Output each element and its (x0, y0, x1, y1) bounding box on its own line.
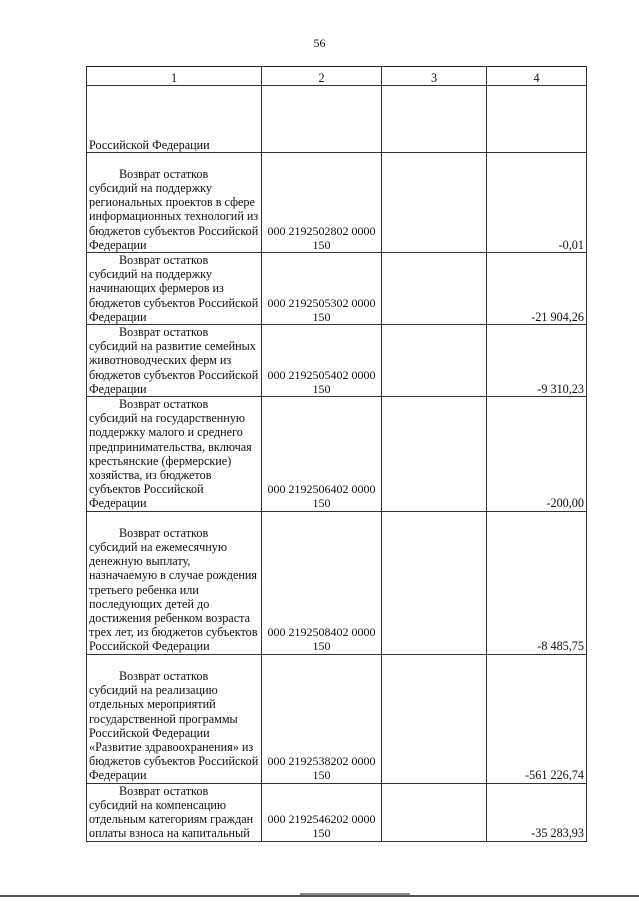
row-col3-cell (382, 783, 487, 841)
row-description: Российской Федерации (89, 137, 210, 152)
row-code-suffix: 150 (312, 826, 331, 841)
table-row (87, 253, 587, 325)
row-description: Возврат остатков субсидий на ежемесячную денежную выплату, назначаемую в случае рождения третьего ребенка или последующих детей до достижения ребенком возраста трех лет, из бюджетов субъектов Российской Федерации (89, 525, 258, 654)
row-amount: -561 226,74 (487, 654, 587, 783)
row-code: 000 2192538202 0000 (267, 754, 376, 769)
row-description: Возврат остатков субсидий на развитие семейных животноводческих ферм из бюджетов субъектов Российской Федерации (89, 325, 259, 396)
row-col3-cell (382, 511, 487, 654)
row-description: Возврат остатков субсидий на реализацию отдельных мероприятий государственной программы Российской Федерации «Развитие здравоохранения» из бюджетов субъектов Российской Федерации (89, 669, 259, 783)
row-description-cell (87, 86, 262, 153)
row-col3-cell (382, 86, 487, 153)
row-code-suffix: 150 (312, 309, 331, 324)
row-code: 000 2192506402 0000 (267, 482, 376, 497)
row-code-cell (262, 783, 382, 841)
row-code: 000 2192505302 0000 (267, 295, 376, 310)
row-description-cell (87, 511, 262, 654)
row-code-suffix: 150 (312, 639, 331, 654)
row-amount (487, 86, 587, 153)
row-description-cell (87, 783, 262, 841)
row-col3-cell (382, 654, 487, 783)
row-code: 000 2192502802 0000 (267, 223, 376, 238)
table-row (87, 325, 587, 397)
row-description: Возврат остатков субсидий на государственную поддержку малого и среднего предпринимательства, включая крестьянские (фермерские) хозяйства, из бюджетов субъектов Российской Федерации (89, 397, 252, 511)
column-header-2: 2 (262, 67, 382, 86)
row-code: 000 2192508402 0000 (267, 625, 376, 640)
table-row (87, 654, 587, 783)
row-code-suffix: 150 (312, 381, 331, 396)
row-code-suffix: 150 (312, 768, 331, 783)
row-col3-cell (382, 253, 487, 325)
row-code-cell (262, 397, 382, 512)
table-row (87, 153, 587, 253)
row-description-cell (87, 325, 262, 397)
scan-edge-mark (300, 893, 410, 895)
row-description-cell (87, 253, 262, 325)
row-amount: -0,01 (487, 153, 587, 253)
column-header-3: 3 (382, 67, 487, 86)
row-code-cell (262, 325, 382, 397)
row-description-cell (87, 397, 262, 512)
table-header-row (87, 67, 587, 86)
row-code-cell (262, 86, 382, 153)
page-number: 56 (313, 36, 326, 50)
row-amount: -35 283,93 (487, 783, 587, 841)
column-header-4: 4 (487, 67, 587, 86)
row-description: Возврат остатков субсидий на компенсацию отдельным категориям граждан оплаты взноса на капитальный (89, 783, 254, 841)
row-code: 000 2192546202 0000 (267, 812, 376, 827)
table-row (87, 86, 587, 153)
table-row (87, 397, 587, 512)
table-row (87, 783, 587, 841)
row-code: 000 2192505402 0000 (267, 367, 376, 382)
row-description-cell (87, 153, 262, 253)
row-code-suffix: 150 (312, 237, 331, 252)
row-description: Возврат остатков субсидий на поддержку региональных проектов в сфере информационных технологий из бюджетов субъектов Российской Федерации (89, 166, 259, 252)
row-col3-cell (382, 153, 487, 253)
column-header-1: 1 (87, 67, 262, 86)
row-col3-cell (382, 397, 487, 512)
row-code-cell (262, 253, 382, 325)
row-code-suffix: 150 (312, 496, 331, 511)
row-amount: -9 310,23 (487, 325, 587, 397)
budget-table (86, 66, 587, 842)
row-description-cell (87, 654, 262, 783)
row-amount: -21 904,26 (487, 253, 587, 325)
scan-edge-line (0, 895, 639, 897)
row-col3-cell (382, 325, 487, 397)
row-amount: -8 485,75 (487, 511, 587, 654)
table-row (87, 511, 587, 654)
row-code-cell (262, 153, 382, 253)
row-description: Возврат остатков субсидий на поддержку начинающих фермеров из бюджетов субъектов Российской Федерации (89, 253, 259, 324)
row-amount: -200,00 (487, 397, 587, 512)
row-code-cell (262, 511, 382, 654)
row-code-cell (262, 654, 382, 783)
